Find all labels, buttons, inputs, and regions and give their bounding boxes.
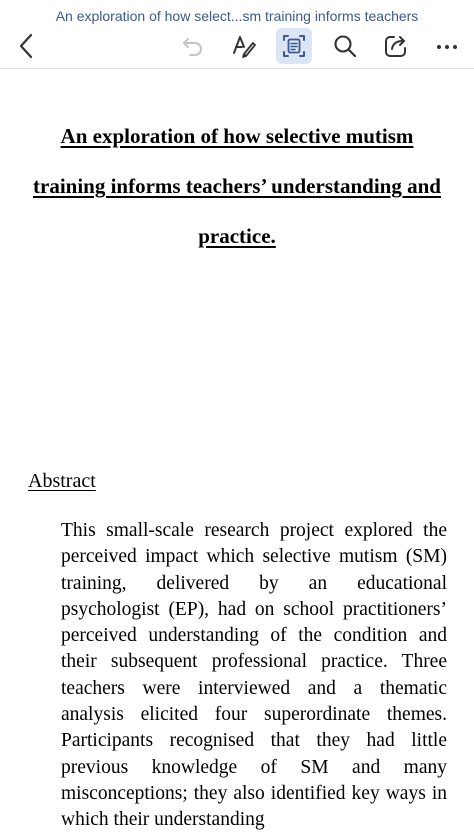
doc-heading-line-2: training informs teachers’ understanding and bbox=[33, 174, 441, 198]
undo-icon bbox=[180, 33, 206, 59]
share-button[interactable] bbox=[378, 28, 414, 64]
doc-heading-line-1: An exploration of how selective mutism bbox=[60, 124, 414, 148]
more-button[interactable] bbox=[429, 28, 465, 64]
abstract-paragraph: This small-scale research project explored the perceived impact which selective mutism (SM) training, delivered by an educational psychologist (EP), had on school practitioners’ perceived understanding of the condition and their subsequent professional practice. Three teachers were interviewed and a thematic analysis elicited four superordinate themes. Participants recognised that they had little previous knowledge of SM and many misconceptions; they also identified key ways in which their understanding bbox=[61, 520, 447, 831]
document-title: An exploration of how select...sm training informs teachers bbox=[55, 8, 419, 24]
chevron-left-icon bbox=[15, 32, 39, 60]
document-page bbox=[0, 69, 474, 831]
search-icon bbox=[332, 33, 358, 59]
doc-heading-line-3: practice. bbox=[198, 224, 276, 248]
back-button[interactable] bbox=[9, 28, 45, 64]
search-button[interactable] bbox=[327, 28, 363, 64]
more-icon bbox=[434, 33, 460, 59]
undo-button[interactable] bbox=[175, 28, 211, 64]
toolbar bbox=[0, 26, 474, 69]
share-icon bbox=[383, 33, 409, 59]
markup-button[interactable] bbox=[226, 28, 262, 64]
reader-view-button[interactable] bbox=[276, 28, 312, 64]
reader-view-icon bbox=[281, 33, 307, 59]
pen-markup-icon bbox=[231, 33, 257, 59]
abstract-heading: Abstract bbox=[28, 470, 96, 492]
